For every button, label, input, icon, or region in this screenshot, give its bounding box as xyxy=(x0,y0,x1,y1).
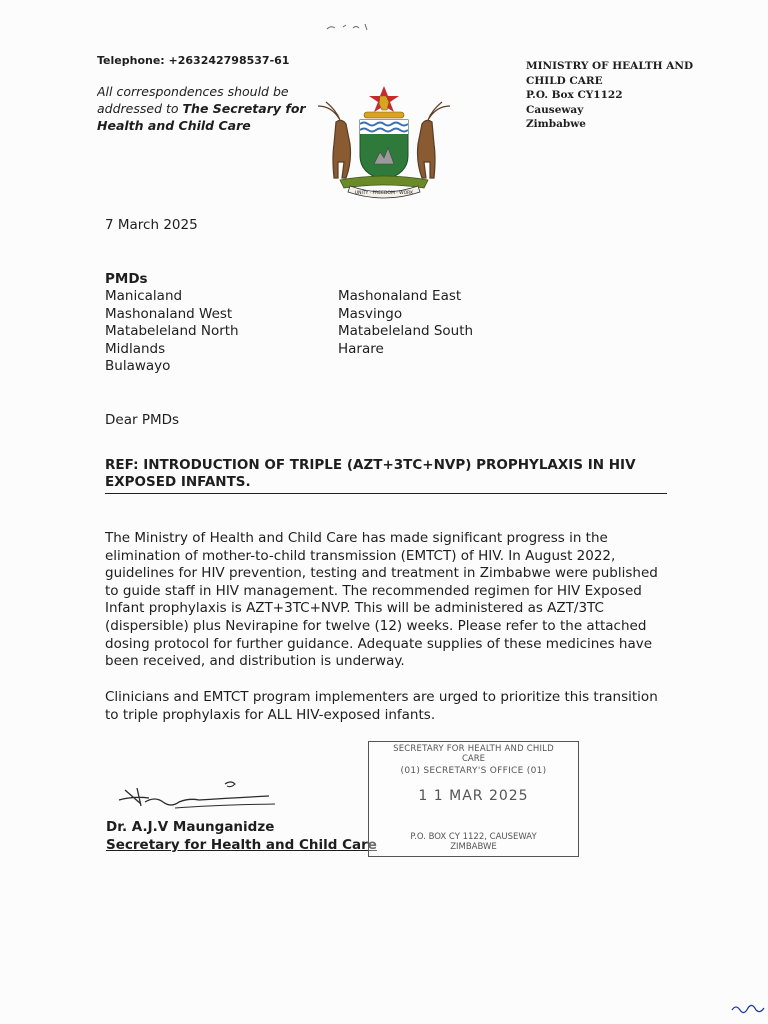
address-line: MINISTRY OF HEALTH AND xyxy=(526,60,694,72)
recipient-item: Manicaland xyxy=(105,288,183,304)
recipients-list-right xyxy=(338,288,473,358)
stamp-line-6: ZIMBABWE xyxy=(450,842,497,852)
ministry-address xyxy=(526,59,693,132)
signatory-block xyxy=(106,818,377,854)
stamp-line-5: P.O. BOX CY 1122, CAUSEWAY xyxy=(410,832,537,842)
address-line: CHILD CARE xyxy=(526,74,603,87)
signatory-title: Secretary for Health and Child Care xyxy=(106,837,377,853)
correspondence-line-2-bold: The Secretary for xyxy=(182,101,306,116)
stamp-line-2: CARE xyxy=(461,754,486,764)
telephone-line: Telephone: +263242798537-61 xyxy=(97,54,290,67)
address-line: Causeway xyxy=(526,103,584,116)
motto-text: UNITY · FREEDOM · WORK xyxy=(354,191,414,196)
office-stamp xyxy=(368,741,579,857)
recipient-item: Matabeleland South xyxy=(338,323,474,340)
shield-icon xyxy=(360,120,408,180)
wreath-icon xyxy=(364,112,404,118)
corner-initials-mark xyxy=(730,1000,766,1018)
recipients-heading: PMDs xyxy=(105,271,148,287)
correspondence-line-2 xyxy=(97,100,315,117)
base-grass-icon xyxy=(340,176,428,188)
address-line: Zimbabwe xyxy=(526,118,586,130)
recipient-item: Bulawayo xyxy=(105,358,171,375)
correspondence-line-3: Health and Child Care xyxy=(97,118,251,133)
signatory-name: Dr. A.J.V Maunganidze xyxy=(106,819,275,835)
zimbabwe-coat-of-arms-icon xyxy=(310,82,458,202)
salutation: Dear PMDs xyxy=(105,412,180,428)
stamp-line-3: (01) SECRETARY'S OFFICE (01) xyxy=(400,766,547,776)
correspondence-notice xyxy=(97,83,315,134)
handwritten-signature xyxy=(115,778,285,812)
address-line: P.O. Box CY1122 xyxy=(526,89,623,101)
kudu-right-icon xyxy=(418,102,451,178)
recipient-item: Mashonaland West xyxy=(105,305,233,322)
handwritten-mark xyxy=(325,20,377,34)
recipient-item: Masvingo xyxy=(338,305,403,322)
letter-date: 7 March 2025 xyxy=(105,217,198,233)
kudu-left-icon xyxy=(318,102,351,178)
recipient-item: Mashonaland East xyxy=(338,288,462,304)
correspondence-line-2-prefix: addressed to xyxy=(97,101,183,116)
correspondence-line-1: All correspondences should be xyxy=(97,84,289,99)
stamp-line-1: SECRETARY FOR HEALTH AND CHILD xyxy=(393,744,554,754)
body-paragraph-1: The Ministry of Health and Child Care has made significant progress in the elimination of mother-to-child transmission (EMTCT) of HIV. In August 2022, guidelines for HIV prevention, testing and treatment in Zimbabwe were published to guide staff in HIV management. The recommended regimen for HIV Exposed Infant prophylaxis is AZT+3TC+NVP. This will be administered as AZT/3TC (dispersible) plus Nevirapine for twelve (12) weeks. Please refer to the attached dosing protocol for further guidance. Adequate supplies of these medicines have been received, and distribution is underway. xyxy=(105,530,658,670)
recipient-item: Midlands xyxy=(105,340,166,357)
reference-line: REF: INTRODUCTION OF TRIPLE (AZT+3TC+NVP) PROPHYLAXIS IN HIV EXPOSED INFANTS. xyxy=(105,457,667,494)
recipient-item: Harare xyxy=(338,340,384,357)
body-paragraph-2: Clinicians and EMTCT program implementers are urged to prioritize this transition to triple prophylaxis for ALL HIV-exposed infants. xyxy=(105,689,658,723)
recipients-list-left xyxy=(105,288,239,376)
recipient-item: Matabeleland North xyxy=(105,323,239,340)
stamp-date: 1 1 MAR 2025 xyxy=(418,788,529,804)
